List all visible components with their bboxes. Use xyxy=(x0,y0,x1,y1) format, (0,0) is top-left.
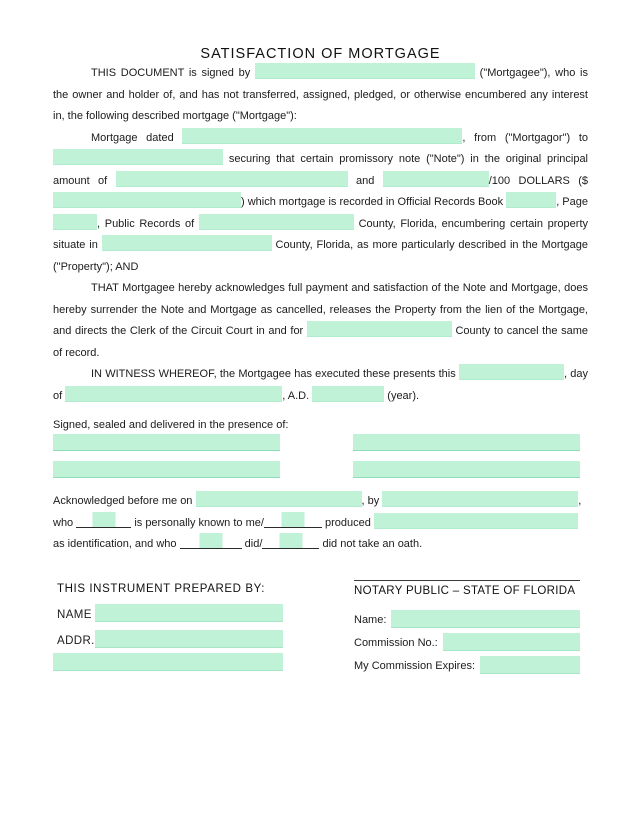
preparer-address-row xyxy=(53,630,283,648)
personally-known-checkbox-field[interactable] xyxy=(92,512,115,527)
preparer-address-label: ADDR. xyxy=(57,634,95,647)
mortgage-text-2: , from ("Mortgagor") to xyxy=(462,131,588,144)
ack-text-5: is personally known to me/ xyxy=(134,516,264,529)
oath-did-blank xyxy=(180,534,242,549)
notary-commission-row xyxy=(354,633,580,651)
oath-did-checkbox-field[interactable] xyxy=(199,533,222,548)
intro-paragraph xyxy=(53,63,588,128)
commission-number-field[interactable] xyxy=(443,633,580,651)
records-book-field[interactable] xyxy=(506,192,556,208)
amount-numeric-field[interactable] xyxy=(53,192,241,208)
principal-amount-words-field[interactable] xyxy=(116,171,348,187)
witness-presence-label: Signed, sealed and delivered in the presence of: xyxy=(53,419,289,431)
mortgage-text-8: , Public Records of xyxy=(97,217,195,230)
mortgagee-name-field[interactable] xyxy=(255,63,475,79)
acknowledged-by-field[interactable] xyxy=(382,491,578,507)
mortgage-description-paragraph xyxy=(53,128,588,279)
mortgagee-signature-field-1[interactable] xyxy=(353,434,580,451)
satisfaction-paragraph xyxy=(53,278,588,364)
mortgage-text-1: Mortgage dated xyxy=(91,131,174,144)
witness-signature-field-1[interactable] xyxy=(53,434,280,451)
notary-signature-line xyxy=(354,580,580,581)
mortgage-to-field[interactable] xyxy=(53,149,223,165)
witness-clause-text-1: IN WITNESS WHEREOF, the Mortgagee has executed these presents this xyxy=(91,368,456,380)
personally-known-blank xyxy=(76,513,131,528)
mortgage-text-4: and xyxy=(355,174,375,187)
produced-id-blank xyxy=(264,513,322,528)
acknowledgment-section xyxy=(53,491,588,556)
mortgage-text-9: County, Florida, encumbering certain property situate in xyxy=(53,217,589,251)
witness-signature-column xyxy=(53,434,280,478)
preparer-name-label: NAME xyxy=(57,608,92,621)
signature-block xyxy=(53,434,588,478)
intro-text-2: ("Mortgagee"), who is the owner and holder of, and has not transferred, assigned, pledged, or otherwise encumbered any interest in, the following described mortgage ("Mortgage"): xyxy=(53,67,588,122)
mortgage-text-3: securing that certain promissory note ("Note") in the original principal amount of xyxy=(53,153,589,187)
preparer-address-field-1[interactable] xyxy=(95,630,283,648)
oath-did-not-checkbox-field[interactable] xyxy=(279,533,302,548)
mortgage-text-7: , Page xyxy=(556,196,588,208)
mortgage-text-5: /100 DOLLARS ($ xyxy=(488,174,588,187)
ack-text-4: who xyxy=(53,516,74,529)
preparer-name-row xyxy=(53,604,283,622)
ack-text-9: did not take an oath. xyxy=(322,538,423,550)
notary-commission-label: Commission No.: xyxy=(354,636,438,649)
intro-text-1: THIS DOCUMENT is signed by xyxy=(91,67,251,79)
ack-text-7: as identification, and who xyxy=(53,538,177,550)
mortgage-text-10: County, Florida, as more particularly described in the Mortgage ("Property"); AND xyxy=(53,239,589,273)
produced-id-checkbox-field[interactable] xyxy=(281,512,304,527)
witness-clause-text-3: , A.D. xyxy=(282,389,310,402)
ack-text-1: Acknowledged before me on xyxy=(53,495,193,507)
witness-clause-text-4: (year). xyxy=(387,389,420,402)
ack-text-3: , xyxy=(578,495,582,507)
document-title: SATISFACTION OF MORTGAGE xyxy=(200,46,441,62)
clerk-county-field[interactable] xyxy=(307,321,452,337)
mortgage-date-field[interactable] xyxy=(182,128,462,144)
preparer-title: THIS INSTRUMENT PREPARED BY: xyxy=(57,582,266,595)
acknowledgment-date-field[interactable] xyxy=(196,491,362,507)
notary-name-row xyxy=(354,610,580,628)
page-number-field[interactable] xyxy=(53,214,97,230)
cents-field[interactable] xyxy=(383,171,489,187)
satisfaction-text-2: County to cancel the same of record. xyxy=(53,325,588,359)
preparer-column xyxy=(53,580,283,674)
identification-type-field[interactable] xyxy=(374,513,578,529)
acknowledgment-line-3 xyxy=(53,534,588,556)
notary-name-field[interactable] xyxy=(391,610,580,628)
ack-text-2: , by xyxy=(361,495,380,507)
preparer-address-field-2[interactable] xyxy=(53,653,283,671)
bottom-section xyxy=(53,580,588,674)
notary-column xyxy=(354,580,580,674)
notary-expires-label: My Commission Expires: xyxy=(354,659,476,672)
satisfaction-text-1: THAT Mortgagee hereby acknowledges full payment and satisfaction of the Note and Mortgage, does hereby surrender the Note and Mortgage as cancelled, releases the Property from the lien of the Mortgage, and directs the Clerk of the Circuit Court in and for xyxy=(53,282,588,337)
property-county-field[interactable] xyxy=(102,235,272,251)
mortgagee-signature-column xyxy=(353,434,580,478)
notary-name-label: Name: xyxy=(354,613,387,626)
witness-clause-paragraph xyxy=(53,364,588,407)
oath-did-not-blank xyxy=(262,534,319,549)
execution-month-field[interactable] xyxy=(65,386,282,402)
mortgagee-signature-field-2[interactable] xyxy=(353,461,580,478)
execution-year-field[interactable] xyxy=(312,386,384,402)
notary-title: NOTARY PUBLIC – STATE OF FLORIDA xyxy=(354,584,576,597)
ack-text-8: did/ xyxy=(244,538,263,550)
ack-text-6: produced xyxy=(325,516,371,529)
acknowledgment-line-1 xyxy=(53,491,588,513)
acknowledgment-line-2 xyxy=(53,513,588,535)
public-records-county-field[interactable] xyxy=(199,214,354,230)
witness-signature-field-2[interactable] xyxy=(53,461,280,478)
preparer-name-field[interactable] xyxy=(95,604,283,622)
mortgage-text-6: ) which mortgage is recorded in Official Records Book xyxy=(241,196,504,208)
commission-expires-field[interactable] xyxy=(480,656,580,674)
witness-clause-text-2: , day of xyxy=(53,368,588,402)
execution-day-field[interactable] xyxy=(459,364,564,380)
notary-expires-row xyxy=(354,656,580,674)
